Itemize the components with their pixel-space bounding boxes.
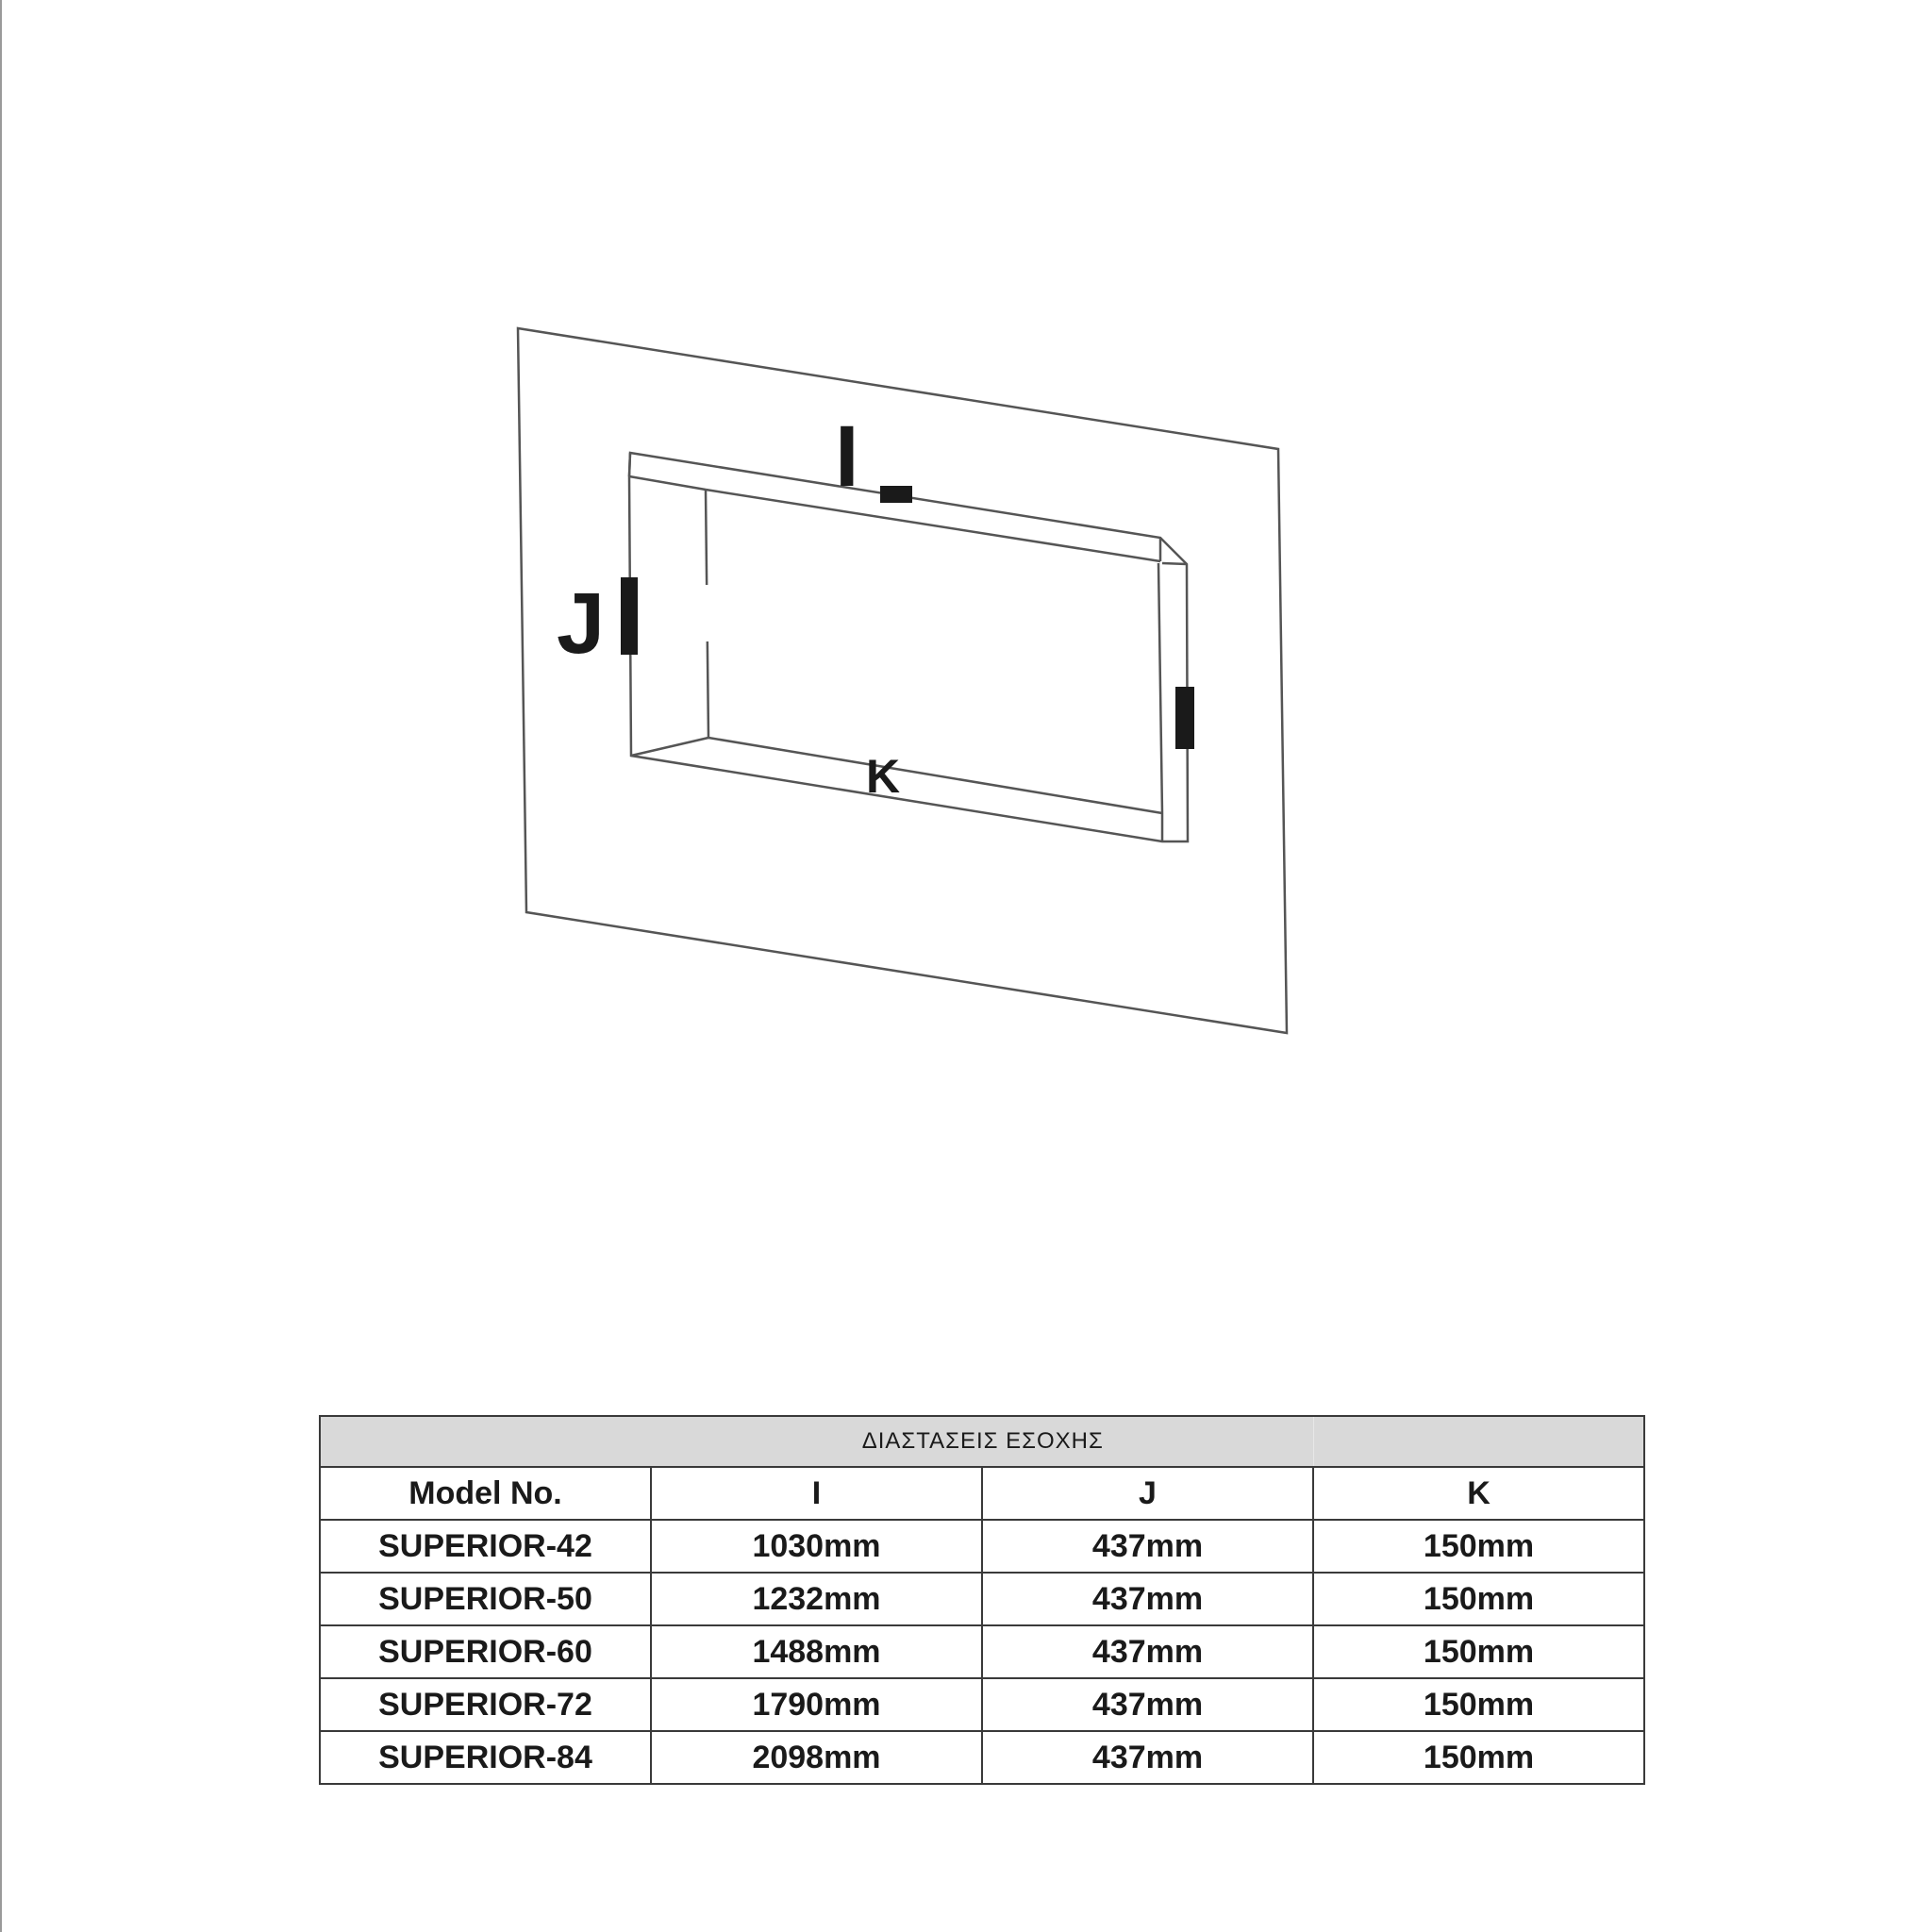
label-i-marker <box>880 486 912 503</box>
cell-k: 150mm <box>1313 1678 1644 1731</box>
cell-k: 150mm <box>1313 1731 1644 1784</box>
recess-right-front <box>1162 563 1187 564</box>
recess-top-lip <box>629 453 630 476</box>
cell-i: 1790mm <box>651 1678 982 1731</box>
table-row <box>320 1625 1644 1678</box>
recess-bottom-depth <box>631 738 708 756</box>
recess-outer-frame <box>629 453 1188 841</box>
cell-i: 2098mm <box>651 1731 982 1784</box>
table-row <box>320 1573 1644 1625</box>
table-title-text: ΔΙΑΣΤΑΣΕΙΣ ΕΣΟΧΗΣ <box>861 1428 1104 1454</box>
cell-j: 437mm <box>982 1573 1313 1625</box>
cell-k: 150mm <box>1313 1625 1644 1678</box>
cell-j: 437mm <box>982 1625 1313 1678</box>
cell-k: 150mm <box>1313 1573 1644 1625</box>
recess-back-bottom <box>708 738 1162 813</box>
recess-top-inner-edge <box>629 476 706 490</box>
label-k: K <box>866 750 901 803</box>
wall-panel <box>518 328 1287 1033</box>
cell-i: 1232mm <box>651 1573 982 1625</box>
cell-i: 1030mm <box>651 1520 982 1573</box>
cell-k: 150mm <box>1313 1520 1644 1573</box>
right-marker <box>1175 687 1194 749</box>
cell-model: SUPERIOR-84 <box>320 1731 651 1784</box>
dimensions-table-wrapper <box>319 1415 1643 1785</box>
header-k: K <box>1313 1467 1644 1520</box>
label-gap <box>701 585 712 641</box>
recess-right-inner <box>1158 563 1162 813</box>
cell-model: SUPERIOR-50 <box>320 1573 651 1625</box>
table-row <box>320 1520 1644 1573</box>
header-i: I <box>651 1467 982 1520</box>
cell-j: 437mm <box>982 1731 1313 1784</box>
label-j-marker <box>621 577 638 655</box>
cell-i: 1488mm <box>651 1625 982 1678</box>
dimensions-table <box>319 1415 1645 1785</box>
header-model: Model No. <box>320 1467 651 1520</box>
cell-j: 437mm <box>982 1520 1313 1573</box>
table-title-filler <box>1313 1416 1644 1467</box>
table-row <box>320 1731 1644 1784</box>
cell-model: SUPERIOR-42 <box>320 1520 651 1573</box>
cell-model: SUPERIOR-72 <box>320 1678 651 1731</box>
label-j: J <box>557 575 606 672</box>
header-j: J <box>982 1467 1313 1520</box>
table-header-row <box>320 1467 1644 1520</box>
label-i: I <box>835 408 859 505</box>
cell-model: SUPERIOR-60 <box>320 1625 651 1678</box>
table-row <box>320 1678 1644 1731</box>
cell-j: 437mm <box>982 1678 1313 1731</box>
table-title <box>320 1416 1313 1467</box>
